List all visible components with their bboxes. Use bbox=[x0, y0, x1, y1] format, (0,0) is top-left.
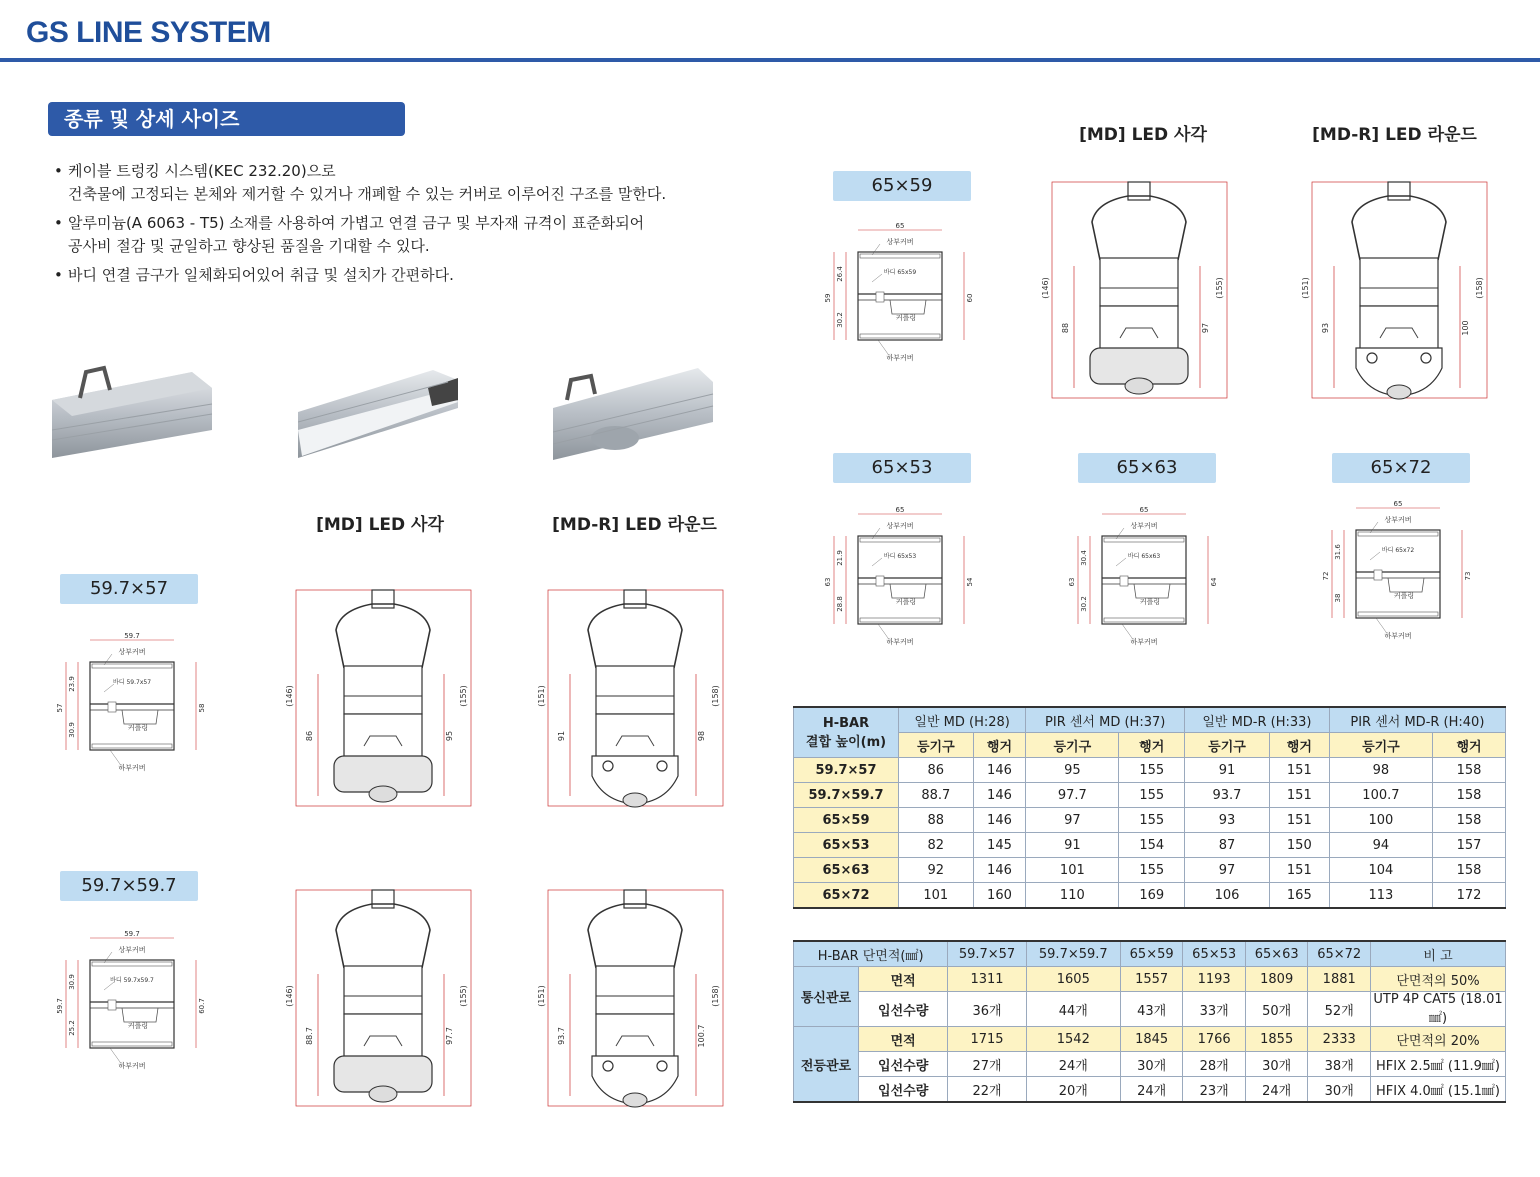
hbar-height-table bbox=[793, 706, 1506, 909]
md-fixture-drawing bbox=[284, 586, 479, 811]
cross-section-drawing bbox=[820, 222, 980, 367]
hbar-area-table bbox=[793, 940, 1506, 1103]
size-label: 59.7×59.7 bbox=[60, 871, 198, 901]
row-header: 65×72 bbox=[794, 883, 899, 909]
note-cell: HFIX 2.5㎟ (11.9㎟) bbox=[1371, 1052, 1506, 1077]
column-header: 59.7×59.7 bbox=[1026, 941, 1120, 967]
corner-line: 결합 높이(m) bbox=[805, 734, 887, 750]
table-cell: 160 bbox=[973, 883, 1026, 909]
table-cell: 145 bbox=[973, 833, 1026, 858]
description-bullets bbox=[52, 160, 752, 293]
coupling-label: 커플링 bbox=[127, 724, 149, 732]
table-row bbox=[794, 883, 1506, 909]
fixture-height-right-label: 97.7 bbox=[445, 1027, 454, 1045]
table-cell: 1855 bbox=[1245, 1027, 1308, 1052]
table-cell: 155 bbox=[1119, 858, 1185, 883]
page-title: GS LINE SYSTEM bbox=[26, 16, 271, 49]
table-cell: 1766 bbox=[1183, 1027, 1246, 1052]
note-cell: 단면적의 50% bbox=[1371, 967, 1506, 992]
table-cell: 95 bbox=[1026, 758, 1119, 783]
fixture-height-label: 86 bbox=[305, 730, 314, 742]
table-corner bbox=[794, 707, 899, 758]
table-row bbox=[794, 758, 1506, 783]
body-label: 바디 65x72 bbox=[1381, 547, 1415, 554]
top-cover-label: 상부커버 bbox=[886, 238, 914, 246]
height-dimension-right: 73 bbox=[1464, 571, 1472, 581]
row-group-header: 전등관로 bbox=[794, 1027, 859, 1103]
table-cell: 88.7 bbox=[899, 783, 974, 808]
column-subheader: 행거 bbox=[1433, 733, 1506, 758]
title-rule bbox=[0, 58, 1540, 62]
column-subheader: 행거 bbox=[1269, 733, 1329, 758]
upper-dimension: 30.9 bbox=[68, 974, 76, 990]
size-label: 65×63 bbox=[1078, 453, 1216, 483]
fixture-height-label: 93 bbox=[1321, 322, 1330, 334]
width-dimension: 65 bbox=[895, 222, 905, 230]
table-cell: 22개 bbox=[948, 1077, 1026, 1103]
table-cell: 155 bbox=[1119, 758, 1185, 783]
outer-height-right-label: (155) bbox=[459, 985, 468, 1007]
table-cell: 157 bbox=[1433, 833, 1506, 858]
cross-section-drawing bbox=[820, 506, 980, 651]
table-cell: 98 bbox=[1329, 758, 1432, 783]
table-cell: 24개 bbox=[1245, 1077, 1308, 1103]
table-cell: 1605 bbox=[1026, 967, 1120, 992]
table-cell: 86 bbox=[899, 758, 974, 783]
table-cell: 158 bbox=[1433, 758, 1506, 783]
bottom-cover-label: 하부커버 bbox=[1130, 638, 1158, 646]
table-cell: 158 bbox=[1433, 858, 1506, 883]
body-label: 바디 65x63 bbox=[1127, 553, 1161, 560]
md-fixture-drawing bbox=[284, 886, 479, 1111]
upper-dimension: 31.6 bbox=[1334, 544, 1342, 560]
table-cell: 36개 bbox=[948, 992, 1026, 1027]
table-cell: 104 bbox=[1329, 858, 1432, 883]
lower-dimension: 30.9 bbox=[68, 722, 76, 738]
row-header: 입선수량 bbox=[859, 1077, 948, 1103]
table-cell: 158 bbox=[1433, 808, 1506, 833]
table-cell: 146 bbox=[973, 783, 1026, 808]
mdr-heading: [MD-R] LED 라운드 bbox=[1312, 125, 1477, 145]
table-cell: 30개 bbox=[1308, 1077, 1371, 1103]
section-tag: 종류 및 상세 사이즈 bbox=[48, 102, 405, 136]
lower-dimension: 25.2 bbox=[68, 1020, 76, 1036]
table-cell: 23개 bbox=[1183, 1077, 1246, 1103]
table-cell: 28개 bbox=[1183, 1052, 1246, 1077]
table-cell: 38개 bbox=[1308, 1052, 1371, 1077]
lower-dimension: 28.8 bbox=[836, 596, 844, 612]
table-cell: 91 bbox=[1185, 758, 1270, 783]
row-header: 면적 bbox=[859, 1027, 948, 1052]
upper-dimension: 23.9 bbox=[68, 676, 76, 692]
table-cell: 146 bbox=[973, 808, 1026, 833]
table-cell: 24개 bbox=[1120, 1077, 1183, 1103]
table-cell: 20개 bbox=[1026, 1077, 1120, 1103]
bullet-line: 건축물에 고정되는 본체와 제거할 수 있거나 개폐할 수 있는 커버로 이루어진 구조를 말한다. bbox=[68, 185, 667, 203]
table-cell: 1311 bbox=[948, 967, 1026, 992]
upper-dimension: 26.4 bbox=[836, 266, 844, 282]
table-row bbox=[794, 992, 1506, 1027]
fixture-height-right-label: 100 bbox=[1461, 320, 1470, 336]
table-cell: 155 bbox=[1119, 808, 1185, 833]
table-cell: 1715 bbox=[948, 1027, 1026, 1052]
lower-dimension: 30.2 bbox=[1080, 596, 1088, 612]
table-cell: 1809 bbox=[1245, 967, 1308, 992]
table-cell: 52개 bbox=[1308, 992, 1371, 1027]
row-header: 면적 bbox=[859, 967, 948, 992]
column-header: 65×72 bbox=[1308, 941, 1371, 967]
top-cover-label: 상부커버 bbox=[1384, 516, 1412, 524]
height-dimension-right: 54 bbox=[966, 577, 974, 587]
table-cell: 169 bbox=[1119, 883, 1185, 909]
table-corner: H-BAR 단면적(㎟) bbox=[794, 941, 948, 967]
body-label: 바디 59.7x57 bbox=[112, 679, 152, 686]
table-cell: 146 bbox=[973, 758, 1026, 783]
height-dimension-right: 60.7 bbox=[198, 998, 206, 1014]
table-cell: 151 bbox=[1269, 858, 1329, 883]
height-dimension-right: 64 bbox=[1210, 577, 1218, 587]
note-cell: UTP 4P CAT5 (18.01㎟) bbox=[1371, 992, 1506, 1027]
table-row bbox=[794, 1027, 1506, 1052]
table-row bbox=[794, 1052, 1506, 1077]
upper-dimension: 21.9 bbox=[836, 550, 844, 566]
table-cell: 87 bbox=[1185, 833, 1270, 858]
table-row bbox=[794, 858, 1506, 883]
height-dimension: 59 bbox=[824, 293, 832, 303]
table-cell: 100 bbox=[1329, 808, 1432, 833]
width-dimension: 65 bbox=[1139, 506, 1149, 514]
table-cell: 101 bbox=[899, 883, 974, 909]
table-cell: 27개 bbox=[948, 1052, 1026, 1077]
upper-dimension: 30.4 bbox=[1080, 550, 1088, 566]
height-dimension-right: 58 bbox=[198, 703, 206, 713]
lower-dimension: 30.2 bbox=[836, 312, 844, 328]
table-cell: 97 bbox=[1185, 858, 1270, 883]
outer-height-right-label: (158) bbox=[1475, 277, 1484, 299]
table-cell: 2333 bbox=[1308, 1027, 1371, 1052]
width-dimension: 65 bbox=[895, 506, 905, 514]
table-row bbox=[794, 967, 1506, 992]
table-cell: 1845 bbox=[1120, 1027, 1183, 1052]
table-cell: 151 bbox=[1269, 783, 1329, 808]
fixture-height-label: 88 bbox=[1061, 322, 1070, 334]
outer-height-right-label: (158) bbox=[711, 985, 720, 1007]
table-cell: 1542 bbox=[1026, 1027, 1120, 1052]
bullet-line: • 케이블 트렁킹 시스템(KEC 232.20)으로 bbox=[68, 162, 336, 180]
lower-dimension: 38 bbox=[1334, 593, 1342, 603]
bullet-line: 공사비 절감 및 균일하고 향상된 품질을 기대할 수 있다. bbox=[68, 237, 430, 255]
table-cell: 43개 bbox=[1120, 992, 1183, 1027]
table-row bbox=[794, 783, 1506, 808]
column-header: 65×59 bbox=[1120, 941, 1183, 967]
table-cell: 1557 bbox=[1120, 967, 1183, 992]
table-cell: 88 bbox=[899, 808, 974, 833]
fixture-height-right-label: 98 bbox=[697, 730, 706, 742]
row-header: 65×63 bbox=[794, 858, 899, 883]
table-cell: 97 bbox=[1026, 808, 1119, 833]
height-dimension: 57 bbox=[56, 703, 64, 713]
table-cell: 150 bbox=[1269, 833, 1329, 858]
table-cell: 110 bbox=[1026, 883, 1119, 909]
table-cell: 33개 bbox=[1183, 992, 1246, 1027]
table-cell: 24개 bbox=[1026, 1052, 1120, 1077]
row-header: 65×53 bbox=[794, 833, 899, 858]
mdr-fixture-drawing bbox=[536, 886, 731, 1111]
table-cell: 92 bbox=[899, 858, 974, 883]
bullet-line: • 알루미늄(A 6063 - T5) 소재를 사용하여 가볍고 연결 금구 및 부자재 규격이 표준화되어 bbox=[68, 214, 645, 232]
note-header: 비 고 bbox=[1371, 941, 1506, 967]
height-dimension: 59.7 bbox=[56, 998, 64, 1014]
table-cell: 172 bbox=[1433, 883, 1506, 909]
outer-height-label: (151) bbox=[537, 985, 546, 1007]
outer-height-label: (151) bbox=[537, 685, 546, 707]
table-cell: 113 bbox=[1329, 883, 1432, 909]
cross-section-drawing bbox=[52, 632, 212, 777]
table-cell: 97.7 bbox=[1026, 783, 1119, 808]
outer-height-label: (151) bbox=[1301, 277, 1310, 299]
table-row bbox=[794, 1077, 1506, 1103]
height-dimension: 72 bbox=[1322, 571, 1330, 581]
coupling-label: 커플링 bbox=[127, 1022, 149, 1030]
table-cell: 94 bbox=[1329, 833, 1432, 858]
fixture-height-label: 88.7 bbox=[305, 1027, 314, 1045]
coupling-label: 커플링 bbox=[1139, 598, 1161, 606]
fixture-height-right-label: 95 bbox=[445, 730, 454, 742]
size-label: 65×72 bbox=[1332, 453, 1470, 483]
column-group: PIR 센서 MD (H:37) bbox=[1026, 707, 1185, 733]
note-cell: 단면적의 20% bbox=[1371, 1027, 1506, 1052]
cross-section-drawing bbox=[1318, 500, 1478, 645]
row-header: 입선수량 bbox=[859, 1052, 948, 1077]
cross-section-drawing bbox=[1064, 506, 1224, 651]
cross-section-drawing bbox=[52, 930, 212, 1075]
product-photo-mdr bbox=[553, 360, 718, 465]
outer-height-right-label: (155) bbox=[1215, 277, 1224, 299]
bullet-line: • 바디 연결 금구가 일체화되어있어 취급 및 설치가 간편하다. bbox=[68, 266, 454, 284]
bottom-cover-label: 하부커버 bbox=[886, 354, 914, 362]
fixture-height-right-label: 97 bbox=[1201, 322, 1210, 334]
table-cell: 165 bbox=[1269, 883, 1329, 909]
note-cell: HFIX 4.0㎟ (15.1㎟) bbox=[1371, 1077, 1506, 1103]
product-photo-md bbox=[298, 360, 463, 465]
table-cell: 30개 bbox=[1120, 1052, 1183, 1077]
table-cell: 1193 bbox=[1183, 967, 1246, 992]
outer-height-right-label: (155) bbox=[459, 685, 468, 707]
column-header: 65×53 bbox=[1183, 941, 1246, 967]
column-header: 65×63 bbox=[1245, 941, 1308, 967]
table-cell: 154 bbox=[1119, 833, 1185, 858]
bullet-item bbox=[52, 264, 752, 287]
bottom-cover-label: 하부커버 bbox=[118, 764, 146, 772]
table-cell: 158 bbox=[1433, 783, 1506, 808]
column-group: 일반 MD-R (H:33) bbox=[1185, 707, 1330, 733]
coupling-label: 커플링 bbox=[1393, 592, 1415, 600]
size-label: 65×53 bbox=[833, 453, 971, 483]
body-label: 바디 65x59 bbox=[883, 269, 917, 276]
outer-height-label: (146) bbox=[1041, 277, 1050, 299]
column-subheader: 행거 bbox=[1119, 733, 1185, 758]
table-cell: 106 bbox=[1185, 883, 1270, 909]
coupling-label: 커플링 bbox=[895, 598, 917, 606]
row-header: 65×59 bbox=[794, 808, 899, 833]
row-header: 입선수량 bbox=[859, 992, 948, 1027]
table-cell: 82 bbox=[899, 833, 974, 858]
top-cover-label: 상부커버 bbox=[118, 946, 146, 954]
md-fixture-drawing bbox=[1040, 178, 1235, 403]
mdr-heading: [MD-R] LED 라운드 bbox=[552, 515, 717, 535]
top-cover-label: 상부커버 bbox=[1130, 522, 1158, 530]
outer-height-right-label: (158) bbox=[711, 685, 720, 707]
width-dimension: 65 bbox=[1393, 500, 1403, 508]
fixture-height-label: 93.7 bbox=[557, 1027, 566, 1045]
table-cell: 100.7 bbox=[1329, 783, 1432, 808]
outer-height-label: (146) bbox=[285, 685, 294, 707]
table-cell: 151 bbox=[1269, 808, 1329, 833]
bottom-cover-label: 하부커버 bbox=[1384, 632, 1412, 640]
table-cell: 155 bbox=[1119, 783, 1185, 808]
product-photo-plain bbox=[52, 360, 217, 465]
table-cell: 151 bbox=[1269, 758, 1329, 783]
fixture-height-label: 91 bbox=[557, 730, 566, 742]
column-subheader: 등기구 bbox=[899, 733, 974, 758]
mdr-fixture-drawing bbox=[536, 586, 731, 811]
top-cover-label: 상부커버 bbox=[118, 648, 146, 656]
outer-height-label: (146) bbox=[285, 985, 294, 1007]
width-dimension: 59.7 bbox=[124, 632, 140, 640]
column-subheader: 등기구 bbox=[1026, 733, 1119, 758]
column-group: 일반 MD (H:28) bbox=[899, 707, 1026, 733]
column-subheader: 등기구 bbox=[1329, 733, 1432, 758]
table-cell: 44개 bbox=[1026, 992, 1120, 1027]
row-header: 59.7×59.7 bbox=[794, 783, 899, 808]
height-dimension-right: 60 bbox=[966, 293, 974, 303]
corner-line: H-BAR bbox=[822, 715, 870, 731]
table-cell: 93.7 bbox=[1185, 783, 1270, 808]
size-label: 65×59 bbox=[833, 171, 971, 201]
height-dimension: 63 bbox=[824, 577, 832, 587]
column-header: 59.7×57 bbox=[948, 941, 1026, 967]
table-cell: 146 bbox=[973, 858, 1026, 883]
bottom-cover-label: 하부커버 bbox=[118, 1062, 146, 1070]
table-cell: 1881 bbox=[1308, 967, 1371, 992]
table-cell: 30개 bbox=[1245, 1052, 1308, 1077]
bullet-item bbox=[52, 160, 752, 206]
size-label: 59.7×57 bbox=[60, 574, 198, 604]
row-header: 59.7×57 bbox=[794, 758, 899, 783]
table-cell: 93 bbox=[1185, 808, 1270, 833]
row-group-header: 통신관로 bbox=[794, 967, 859, 1027]
bottom-cover-label: 하부커버 bbox=[886, 638, 914, 646]
table-row bbox=[794, 833, 1506, 858]
table-cell: 50개 bbox=[1245, 992, 1308, 1027]
fixture-height-right-label: 100.7 bbox=[697, 1024, 706, 1048]
width-dimension: 59.7 bbox=[124, 930, 140, 938]
table-cell: 101 bbox=[1026, 858, 1119, 883]
column-group: PIR 센서 MD-R (H:40) bbox=[1329, 707, 1505, 733]
coupling-label: 커플링 bbox=[895, 314, 917, 322]
mdr-fixture-drawing bbox=[1300, 178, 1495, 403]
top-cover-label: 상부커버 bbox=[886, 522, 914, 530]
column-subheader: 등기구 bbox=[1185, 733, 1270, 758]
column-subheader: 행거 bbox=[973, 733, 1026, 758]
body-label: 바디 65x53 bbox=[883, 553, 917, 560]
md-heading: [MD] LED 사각 bbox=[316, 515, 444, 535]
body-label: 바디 59.7x59.7 bbox=[110, 977, 154, 984]
bullet-item bbox=[52, 212, 752, 258]
md-heading: [MD] LED 사각 bbox=[1079, 125, 1207, 145]
table-row bbox=[794, 808, 1506, 833]
table-cell: 91 bbox=[1026, 833, 1119, 858]
height-dimension: 63 bbox=[1068, 577, 1076, 587]
